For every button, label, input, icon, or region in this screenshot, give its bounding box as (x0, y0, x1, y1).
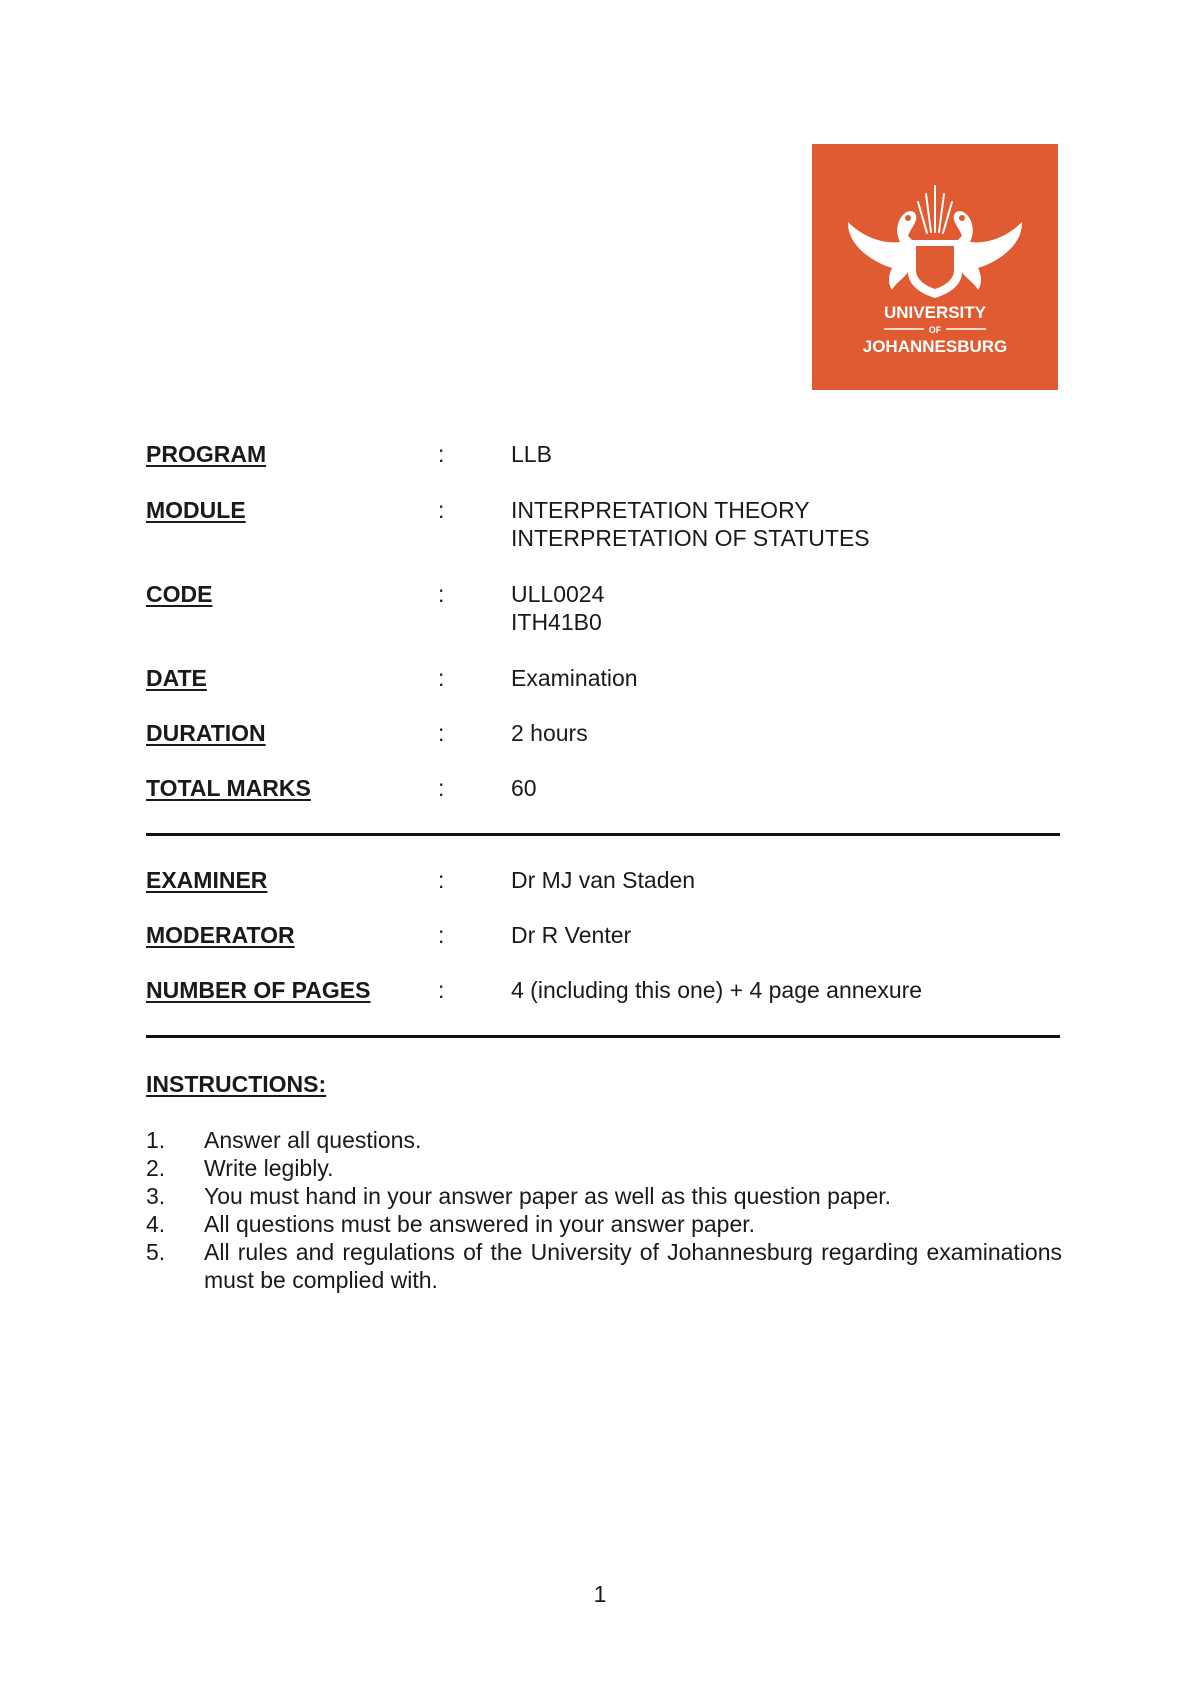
item-number: 5. (146, 1239, 166, 1265)
code-value-1: ULL0024 (511, 581, 605, 607)
detail-row-code (146, 580, 1060, 636)
item-number: 3. (146, 1183, 166, 1209)
code-value-2: ITH41B0 (511, 609, 602, 635)
staff-row-examiner (146, 866, 1060, 894)
item-number: 1. (146, 1127, 166, 1153)
item-text: You must hand in your answer paper as well as this question paper. (204, 1183, 892, 1209)
staff-label: EXAMINER (146, 867, 268, 893)
date-value: Examination (511, 665, 638, 691)
instructions-title: INSTRUCTIONS: (146, 1071, 327, 1097)
list-item (146, 1210, 1062, 1238)
detail-label: TOTAL MARKS (146, 775, 311, 801)
instructions-section (146, 1070, 1062, 1294)
list-item (146, 1182, 1062, 1210)
detail-row-total-marks (146, 774, 1060, 802)
module-value-1: INTERPRETATION THEORY (511, 497, 810, 523)
page-number: 1 (593, 1581, 607, 1607)
moderator-value: Dr R Venter (511, 922, 632, 948)
staff-row-pages (146, 976, 1060, 1004)
detail-colon: : (438, 665, 445, 691)
program-value: LLB (511, 441, 552, 467)
divider-rule (146, 1035, 1060, 1038)
staff-label: NUMBER OF PAGES (146, 977, 371, 1003)
detail-colon: : (438, 720, 445, 746)
two-birds-crest-icon (812, 144, 1058, 390)
detail-colon: : (438, 441, 445, 467)
detail-label: DURATION (146, 720, 266, 746)
logo-line-3: JOHANNESBURG (862, 337, 1008, 356)
logo-line-2: OF (928, 325, 942, 335)
list-item (146, 1238, 1062, 1294)
staff-label: MODERATOR (146, 922, 295, 948)
detail-row-program (146, 440, 1060, 468)
detail-value (511, 440, 1060, 468)
detail-value (511, 719, 1060, 747)
item-text: Answer all questions. (204, 1127, 422, 1153)
detail-value (511, 664, 1060, 692)
detail-row-module (146, 496, 1060, 552)
detail-colon: : (438, 497, 445, 523)
detail-label: PROGRAM (146, 441, 267, 467)
detail-label: MODULE (146, 497, 246, 523)
module-value-2: INTERPRETATION OF STATUTES (511, 525, 870, 551)
staff-row-moderator (146, 921, 1060, 949)
item-text: Write legibly. (204, 1155, 334, 1181)
staff-colon: : (438, 867, 445, 893)
list-item (146, 1154, 1062, 1182)
examiner-value: Dr MJ van Staden (511, 867, 696, 893)
total-marks-value: 60 (511, 775, 537, 801)
item-text: All rules and regulations of the University of Johannesburg regarding examinations must be complied with. (204, 1239, 1062, 1293)
exam-details (146, 440, 1060, 1038)
staff-colon: : (438, 977, 445, 1003)
detail-value (511, 774, 1060, 802)
university-logo (812, 144, 1058, 390)
logo-line-1: UNIVERSITY (883, 303, 987, 322)
detail-colon: : (438, 775, 445, 801)
detail-row-date (146, 664, 1060, 692)
staff-colon: : (438, 922, 445, 948)
instructions-list (146, 1126, 1062, 1294)
detail-row-duration (146, 719, 1060, 747)
duration-value: 2 hours (511, 720, 588, 746)
item-number: 4. (146, 1211, 166, 1237)
detail-label: DATE (146, 665, 207, 691)
detail-value (511, 496, 1060, 552)
detail-colon: : (438, 581, 445, 607)
detail-value (511, 580, 1060, 636)
detail-label: CODE (146, 581, 213, 607)
pages-value: 4 (including this one) + 4 page annexure (511, 977, 923, 1003)
item-number: 2. (146, 1155, 166, 1181)
item-text: All questions must be answered in your answer paper. (204, 1211, 756, 1237)
list-item (146, 1126, 1062, 1154)
